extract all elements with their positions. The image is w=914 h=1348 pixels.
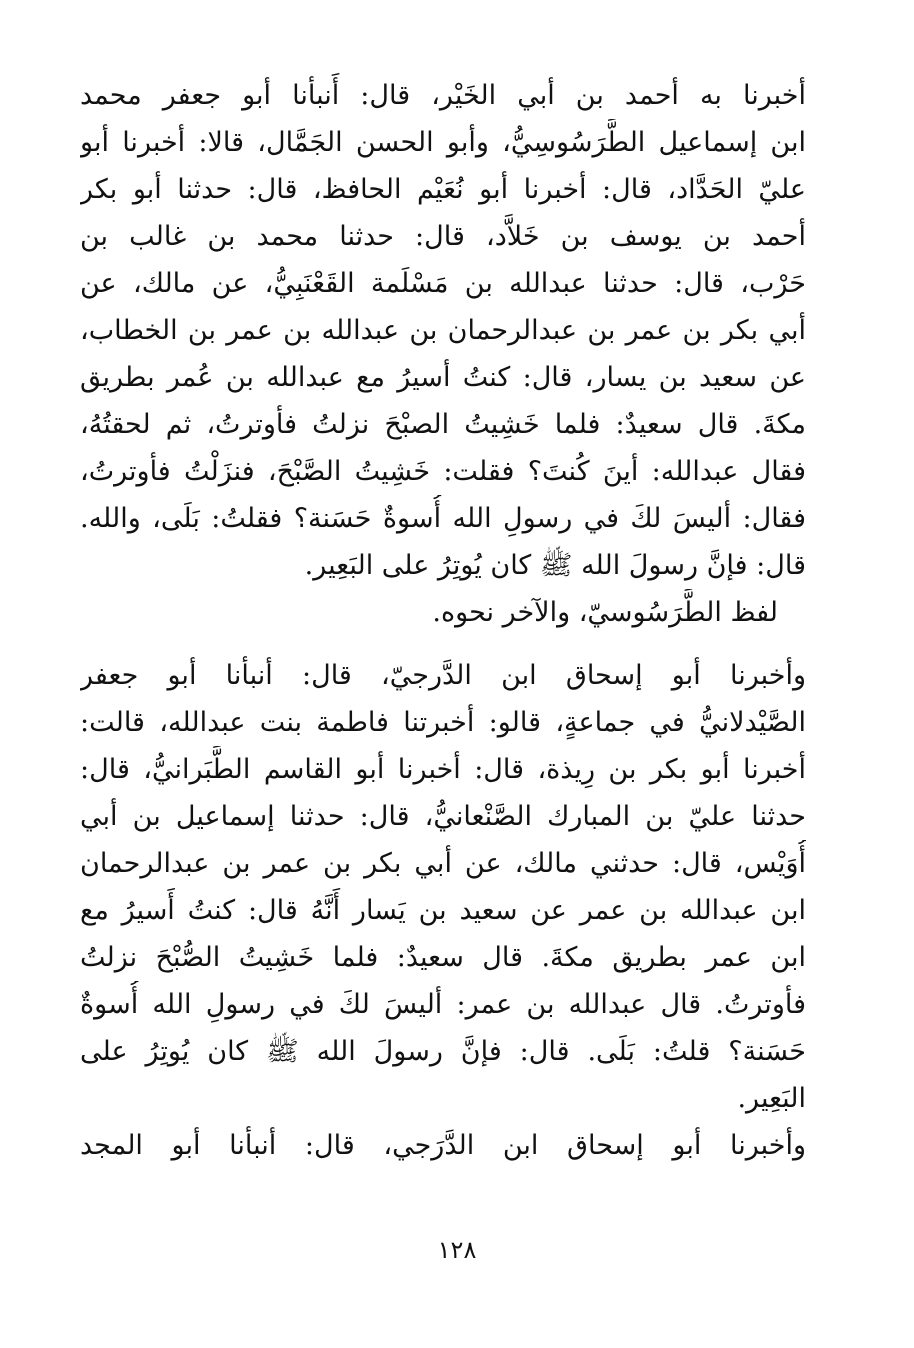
text-line: فقال عبدالله: أينَ كُنتَ؟ فقلت: خَشِيتُ الصَّبْحَ، فنزَلْتُ فأوترتُ، — [80, 456, 806, 487]
text-line: فقال: أليسَ لكَ في رسولِ الله أُسوةٌ حَسَنة؟ فقلتُ: بَلَى، والله. — [80, 503, 806, 534]
text-line: أبي بكر بن عمر بن عبدالرحمان بن عبدالله بن عمر بن الخطاب، — [80, 315, 806, 346]
text-line: حَسَنة؟ قلتُ: بَلَى. قال: فإنَّ رسولَ الله ﷺ كان يُوتِرُ على — [80, 1036, 806, 1067]
text-line: ابن إسماعيل الطَّرَسُوسِيُّ، وأبو الحسن الجَمَّال، قالا: أخبرنا أبو — [80, 127, 806, 158]
paragraph-1 — [80, 72, 806, 589]
text-line: عن سعيد بن يسار، قال: كنتُ أسيرُ مع عبدالله بن عُمر بطريق — [80, 362, 806, 393]
page-text — [80, 72, 806, 1169]
text-line: أحمد بن يوسف بن خَلاَّد، قال: حدثنا محمد بن غالب بن — [80, 221, 806, 252]
text-line: البَعِير. — [737, 1083, 806, 1114]
paragraph-4 — [80, 1122, 806, 1169]
text-line: أُوَيْس، قال: حدثني مالك، عن أبي بكر بن عمر بن عبدالرحمان — [80, 848, 806, 879]
text-line: فأوترتُ. قال عبدالله بن عمر: أليسَ لكَ في رسولِ الله أُسوةٌ — [80, 989, 806, 1020]
text-line: ابن عمر بطريق مكةَ. قال سعيدٌ: فلما خَشِيتُ الصُّبْحَ نزلتُ — [80, 942, 806, 973]
text-line: ابن عبدالله بن عمر عن سعيد بن يَسار أَنَّهُ قال: كنتُ أَسيرُ مع — [80, 895, 806, 926]
text-line: وأخبرنا أبو إسحاق ابن الدَّرَجي، قال: أنبأنا أبو المجد — [80, 1130, 806, 1161]
text-line: قال: فإنَّ رسولَ الله ﷺ كان يُوتِرُ على البَعِير. — [304, 550, 806, 581]
text-line: أخبرنا أبو بكر بن رِيذة، قال: أخبرنا أبو القاسم الطَّبَرانيُّ، قال: — [80, 754, 806, 785]
paragraph-2 — [80, 589, 806, 636]
text-line: عليّ الحَدَّاد، قال: أخبرنا أبو نُعَيْم الحافظ، قال: حدثنا أبو بكر — [80, 174, 806, 205]
text-line: لفظ الطَّرَسُوسيّ، والآخر نحوه. — [432, 597, 778, 628]
text-line: وأخبرنا أبو إسحاق ابن الدَّرجيّ، قال: أنبأنا أبو جعفر — [80, 660, 806, 691]
paragraph-3 — [80, 652, 806, 1122]
paragraph-gap — [80, 636, 806, 652]
text-line: أخبرنا به أحمد بن أبي الخَيْر، قال: أَنبأنا أبو جعفر محمد — [80, 80, 806, 111]
text-line: حدثنا عليّ بن المبارك الصَّنْعانيُّ، قال: حدثنا إسماعيل بن أبي — [80, 801, 806, 832]
text-line: مكةَ. قال سعيدٌ: فلما خَشِيتُ الصبْحَ نزلتُ فأوترتُ، ثم لحقتُهُ، — [80, 409, 806, 440]
text-line: الصَّيْدلانيُّ في جماعةٍ، قالو: أخبرتنا فاطمة بنت عبدالله، قالت: — [80, 707, 806, 738]
text-line: حَرْب، قال: حدثنا عبدالله بن مَسْلَمة القَعْنَبِيُّ، عن مالك، عن — [80, 268, 806, 299]
page-number: ١٢٨ — [437, 1236, 477, 1264]
